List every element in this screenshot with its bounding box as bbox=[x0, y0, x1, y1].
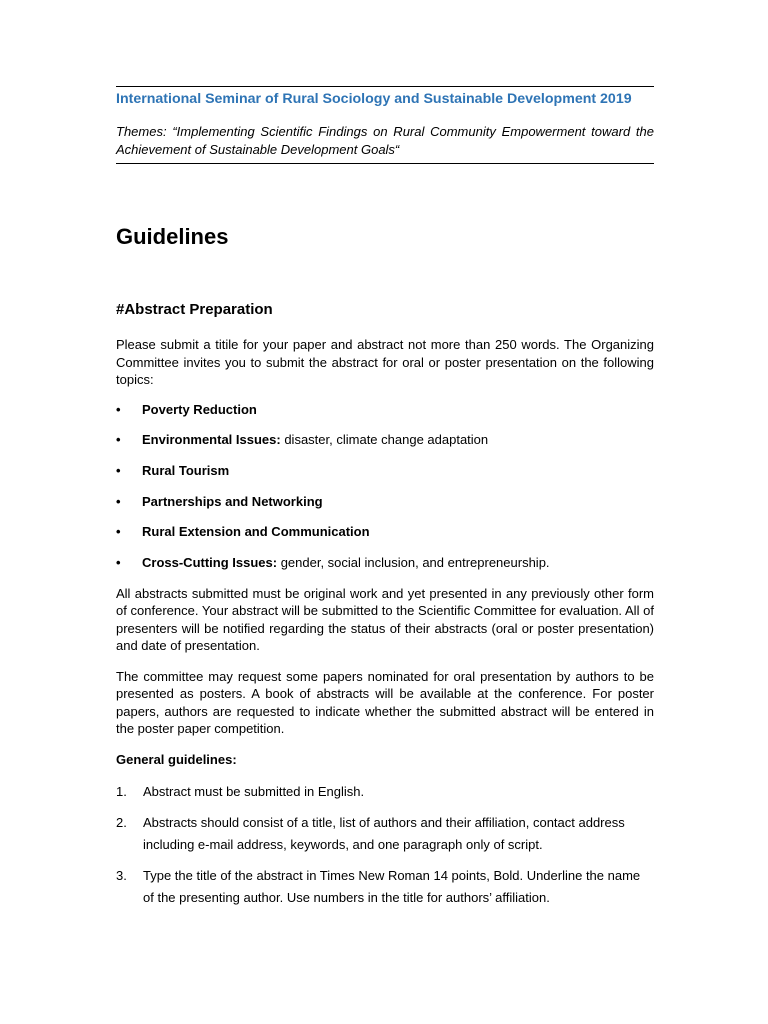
general-guidelines-heading: General guidelines: bbox=[116, 751, 237, 767]
topic-detail: disaster, climate change adaptation bbox=[280, 432, 489, 448]
list-item bbox=[116, 523, 654, 541]
bullet-icon: • bbox=[116, 493, 121, 509]
item-text: Abstracts should consist of a title, list of authors and their affiliation, contact address including e-mail address, keywords, and one paragraph only of script. bbox=[143, 815, 625, 852]
item-number: 3. bbox=[116, 868, 127, 884]
guideline-list bbox=[116, 781, 646, 909]
topic-label: Cross-Cutting Issues: bbox=[142, 554, 278, 570]
list-item bbox=[116, 812, 646, 855]
topic-label: Rural Extension and Communication bbox=[142, 524, 370, 540]
list-item bbox=[116, 431, 654, 449]
abstract-intro-paragraph: Please submit a titile for your paper and abstract not more than 250 words. The Organizing Committee invites you to submit the abstract for oral or poster presentation on the following topics: bbox=[116, 337, 654, 387]
original-work-paragraph: All abstracts submitted must be original work and yet presented in any previously other form of conference. Your abstract will be submitted to the Scientific Committee for evaluation. All of presenters will be notified regarding the status of their abstracts (oral or poster presentation) and date of presentation. bbox=[116, 585, 654, 654]
bullet-icon: • bbox=[116, 462, 121, 478]
abstract-preparation-heading: #Abstract Preparation bbox=[116, 301, 273, 318]
bullet-icon: • bbox=[116, 432, 121, 448]
bullet-icon: • bbox=[116, 554, 121, 570]
header-bottom-rule bbox=[116, 163, 654, 164]
page-content bbox=[116, 86, 654, 918]
item-text: Type the title of the abstract in Times New Roman 14 points, Bold. Underline the name of the presenting author. Use numbers in the title for authors’ affiliation. bbox=[143, 868, 641, 905]
page-title: Guidelines bbox=[116, 224, 229, 249]
list-item bbox=[116, 493, 654, 511]
item-text: Abstract must be submitted in English. bbox=[143, 783, 365, 799]
topic-detail: gender, social inclusion, and entrepreneurship. bbox=[277, 554, 550, 570]
item-number: 2. bbox=[116, 815, 127, 831]
topic-label: Poverty Reduction bbox=[142, 401, 257, 417]
list-item bbox=[116, 554, 654, 572]
conference-title: International Seminar of Rural Sociology and Sustainable Development 2019 bbox=[116, 91, 632, 107]
header-top-rule bbox=[116, 86, 654, 87]
bullet-icon: • bbox=[116, 401, 121, 417]
topic-label: Rural Tourism bbox=[142, 462, 230, 478]
themes-statement: Themes: “Implementing Scientific Findings on Rural Community Empowerment toward the Achievement of Sustainable Development Goals“ bbox=[116, 124, 654, 157]
bullet-icon: • bbox=[116, 524, 121, 540]
item-number: 1. bbox=[116, 783, 127, 799]
list-item bbox=[116, 401, 654, 419]
committee-paragraph: The committee may request some papers nominated for oral presentation by authors to be presented as posters. A book of abstracts will be available at the conference. For poster papers, authors are requested to indicate whether the submitted abstract will be entered in the poster paper competition. bbox=[116, 668, 654, 737]
list-item bbox=[116, 462, 654, 480]
list-item bbox=[116, 781, 646, 803]
topic-label: Partnerships and Networking bbox=[142, 493, 323, 509]
list-item bbox=[116, 865, 646, 908]
topic-label: Environmental Issues: bbox=[142, 432, 281, 448]
topic-list bbox=[116, 401, 654, 572]
